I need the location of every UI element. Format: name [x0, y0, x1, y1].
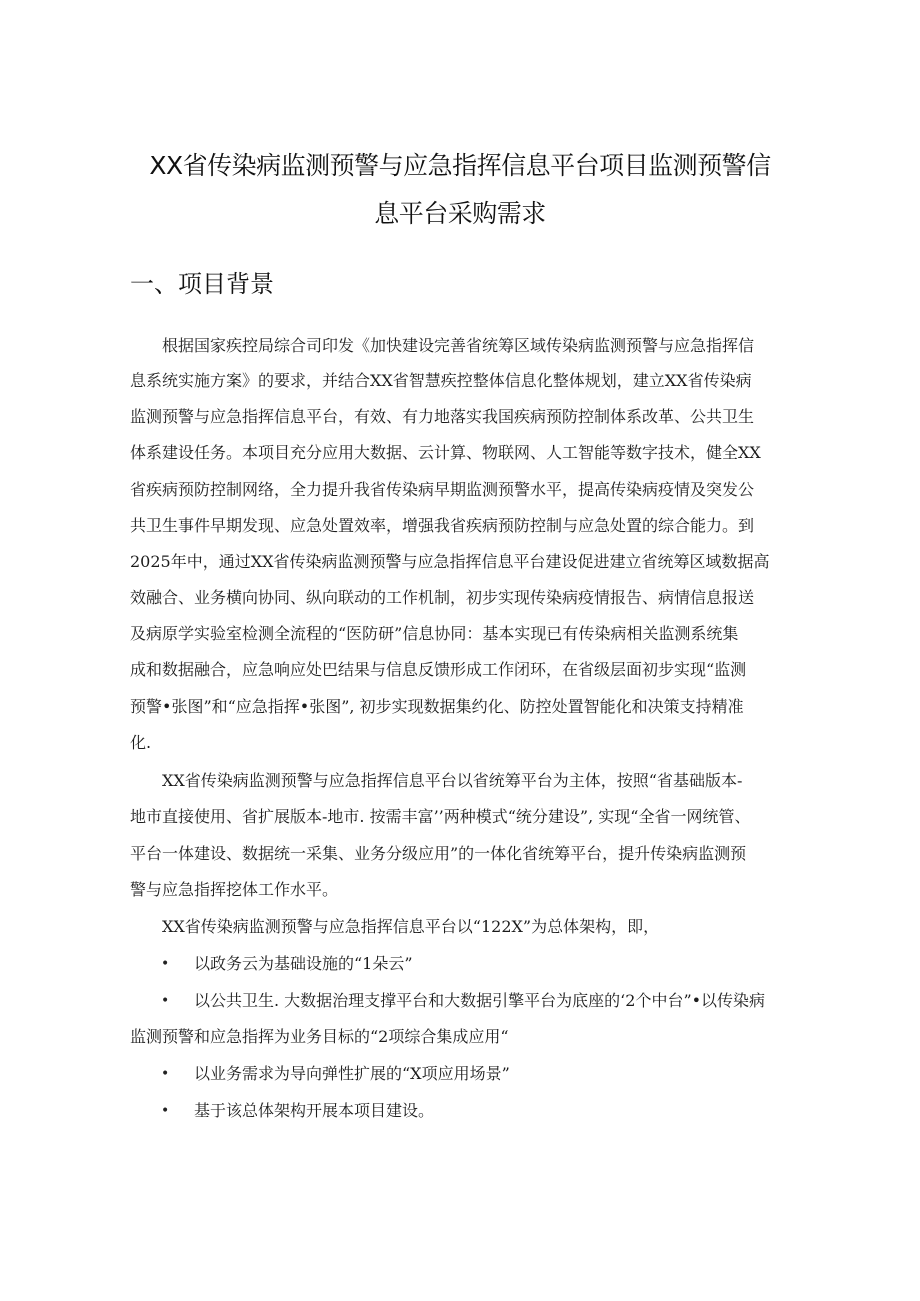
section-heading-project-background: 一、项目背景 — [130, 270, 274, 298]
paragraph-1-line: 预警•张图”和“应急指挥•张图”, 初步实现数据集约化、防控处置智能化和决策支持精准 — [130, 697, 744, 716]
bullet-item-text: 以公共卫生. 大数据治理支撑平台和大数据引擎平台为底座的‘2个中台”•以传染病 — [194, 991, 766, 1010]
paragraph-1-line: 根据国家疾控局综合司印发《加快建设完善省统筹区域传染病监测预警与应急指挥信 — [162, 336, 755, 355]
paragraph-1-line: 效融合、业务横向协同、纵向联动的工作机制，初步实现传染病疫情报告、病情信息报送 — [130, 588, 755, 607]
document-title-line-2: 息平台采购需求 — [374, 199, 546, 228]
paragraph-1-line: 及病原学实验室检测全流程的“医防研”信息协同：基本实现已有传染病相关监测系统集 — [130, 624, 739, 643]
paragraph-1-line: 化. — [130, 733, 152, 752]
bullet-marker: • — [161, 956, 170, 972]
bullet-item-text: 基于该总体架构开展本项目建设。 — [194, 1101, 435, 1120]
paragraph-2-line: 警与应急指挥挖体工作水平。 — [130, 880, 339, 899]
bullet-marker: • — [161, 1103, 170, 1119]
paragraph-1-line: 息系统实施方案》的要求，并结合XX省智慧疾控整体信息化整体规划，建立XX省传染病 — [130, 371, 752, 390]
bullet-item-continuation: 监测预警和应急指挥为业务目标的“2项综合集成应用“ — [130, 1027, 509, 1046]
paragraph-3-line: XX省传染病监测预警与应急指挥信息平台以“122X”为总体架构，即， — [162, 917, 660, 936]
paragraph-2-line: 地市直接使用、省扩展版本-地市. 按需丰富’’两种模式“统分建设”, 实现“全省一网统管、 — [130, 807, 751, 826]
paragraph-2-line: 平台一体建设、数据统一采集、业务分级应用”的一体化省统筹平台，提升传染病监测预 — [130, 844, 747, 863]
document-title-line-1: XX省传染病监测预警与应急指挥信息平台项目监测预警信 — [149, 151, 771, 180]
paragraph-1-line: 成和数据融合，应急响应处巴结果与信息反馈形成工作闭环，在省级层面初步实现“监测 — [130, 660, 747, 679]
paragraph-1-line: 2025年中，通过XX省传染病监测预警与应急指挥信息平台建设促进建立省统筹区域数据高 — [130, 552, 770, 571]
paragraph-1-line: 共卫生事件早期发现、应急处置效率，增强我省疾病预防控制与应急处置的综合能力。到 — [130, 516, 755, 535]
bullet-marker: • — [161, 993, 170, 1009]
paragraph-1-line: 体系建设任务。本项目充分应用大数据、云计算、物联网、人工智能等数字技术，健全XX — [130, 443, 761, 462]
paragraph-1-line: 监测预警与应急指挥信息平台，有效、有力地落实我国疾病预防控制体系改革、公共卫生 — [130, 407, 755, 426]
bullet-item-text: 以政务云为基础设施的“1朵云” — [194, 954, 413, 973]
paragraph-2-line: XX省传染病监测预警与应急指挥信息平台以省统筹平台为主体，按照“省基础版本- — [162, 771, 743, 790]
bullet-marker: • — [161, 1066, 170, 1082]
bullet-item-text: 以业务需求为导向弹性扩展的“X项应用场景” — [194, 1064, 510, 1083]
paragraph-1-line: 省疾病预防控制网络，全力提升我省传染病早期监测预警水平，提高传染病疫情及突发公 — [130, 480, 755, 499]
